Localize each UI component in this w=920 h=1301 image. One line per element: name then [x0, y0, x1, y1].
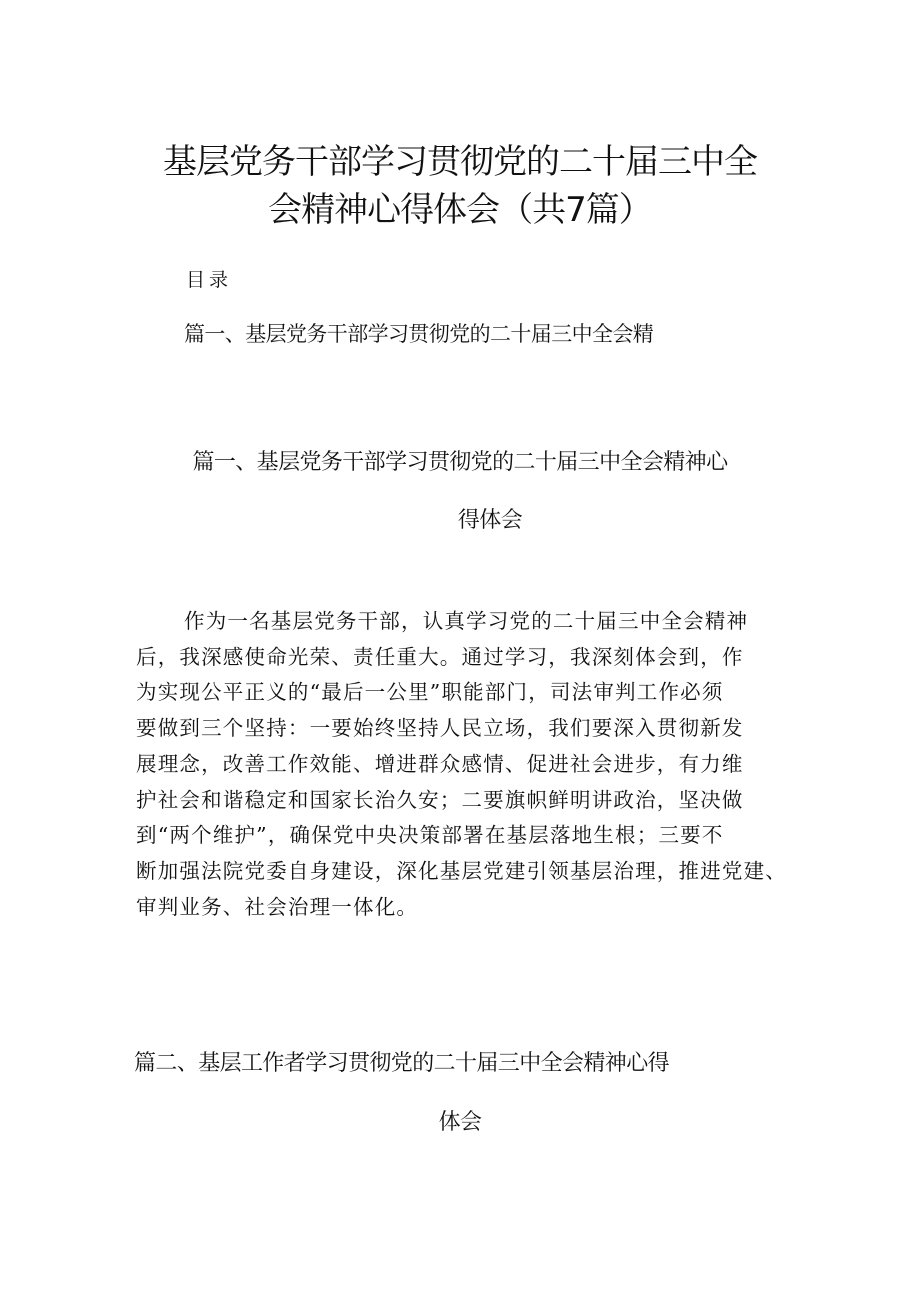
section-1-heading: 篇一、基层党务干部学习贯彻党的二十届三中全会精神心 [192, 450, 728, 475]
body-line: 后，我深感使命光荣、责任重大。通过学习，我深刻体会到，作 [136, 644, 744, 669]
section-1-heading-cont: 得体会 [457, 508, 523, 533]
title-line: 基层党务干部学习贯彻党的二十届三中全 [163, 142, 757, 182]
body-line: 审判业务、社会治理一体化。 [136, 894, 419, 919]
body-line: 断加强法院党委自身建设，深化基层党建引领基层治理，推进党建、 [136, 858, 787, 883]
toc-entry-1[interactable]: 篇一、基层党务干部学习贯彻党的二十届三中全会精 [184, 322, 654, 346]
section-1-body [136, 604, 796, 925]
body-line: 为实现公平正义的“最后一公里”职能部门，司法审判工作必须 [136, 680, 724, 705]
section-2-heading-cont: 体会 [438, 1110, 482, 1135]
body-line: 展理念，改善工作效能、增进群众感情、促进社会进步，有力维 [136, 751, 744, 776]
title-line: 会精神心得体会（共7篇） [268, 190, 652, 230]
section-2-heading: 篇二、基层工作者学习贯彻党的二十届三中全会精神心得 [134, 1051, 670, 1076]
body-line: 作为一名基层党务干部，认真学习党的二十届三中全会精神 [184, 609, 749, 633]
body-line: 到“两个维护”，确保党中央决策部署在基层落地生根；三要不 [136, 823, 724, 848]
body-line: 要做到三个坚持：一要始终坚持人民立场，我们要深入贯彻新发 [136, 716, 744, 741]
toc-label: 目录 [186, 269, 233, 291]
body-line: 护社会和谐稳定和国家长治久安；二要旗帜鲜明讲政治，坚决做 [136, 787, 744, 812]
document-title [110, 138, 810, 234]
